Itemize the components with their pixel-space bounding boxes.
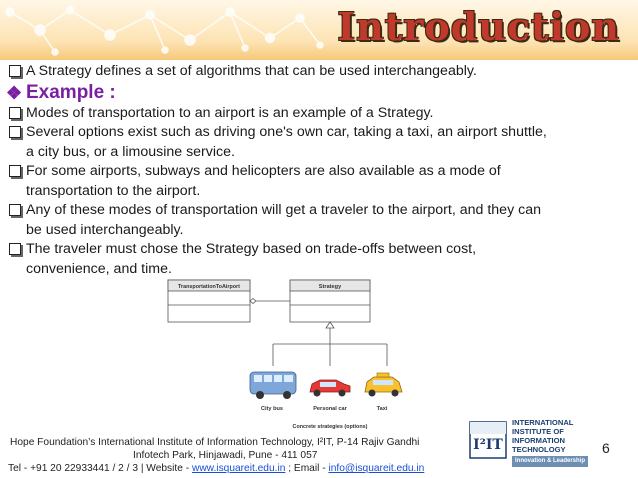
bullet-item [6, 62, 632, 82]
checkbox-bullet-icon [6, 240, 26, 260]
email-link[interactable]: info@isquareit.edu.in [328, 463, 425, 474]
bullet-text: A Strategy defines a set of algorithms that can be used interchangeably. [26, 63, 477, 79]
inheritance-arrow-icon [326, 322, 334, 328]
checkbox-bullet-icon [6, 201, 26, 221]
checkbox-bullet-icon [6, 123, 26, 143]
logo-tagline: Innovation & Leadership [512, 456, 588, 467]
checkbox-bullet-icon [6, 162, 26, 182]
footer-tel: Tel - +91 20 22933441 / 2 / 3 | Website - [8, 463, 192, 474]
vehicle-label-taxi: Taxi [376, 406, 388, 412]
footer-address-line1: Hope Foundation’s International Institute of Information Technology, I²IT, P-14 Rajiv Gandhi [10, 437, 420, 448]
bullet-item [6, 104, 632, 124]
i2it-logo-mark-icon [468, 420, 508, 460]
header-band [0, 0, 638, 60]
checkbox-bullet-icon [6, 104, 26, 124]
bullet-text: Modes of transportation to an airport is an example of a Strategy. [26, 104, 434, 121]
vehicle-label-bus: City bus [260, 406, 284, 412]
class-box-transportation [168, 280, 250, 322]
class-right-name: Strategy [318, 284, 342, 290]
bullet-text: Several options exist such as driving one's own car, taking a taxi, an airport shuttle, [26, 124, 547, 140]
class-left-name: TransportationToAirport [178, 284, 240, 290]
bullet-text: The traveler must chose the Strategy based on trade-offs between cost, [26, 241, 477, 257]
bullet-text: Any of these modes of transportation will get a traveler to the airport, and they can [26, 202, 541, 218]
bullet-item [6, 162, 632, 201]
uml-diagram [160, 278, 460, 438]
taxi-icon [365, 373, 402, 397]
bullet-text-cont: transportation to the airport. [26, 182, 201, 199]
page-title: Introduction [337, 4, 620, 49]
logo-institute-name: INTERNATIONAL INSTITUTE OF INFORMATION TECHNOLOGY [512, 418, 574, 454]
checkbox-bullet-icon [6, 62, 26, 82]
car-icon [310, 380, 350, 397]
vehicle-label-car: Personal car [313, 406, 347, 412]
example-heading [6, 82, 632, 104]
class-box-strategy [290, 280, 370, 322]
aggregation-diamond-icon [250, 299, 256, 304]
bullet-item [6, 123, 632, 162]
page-number: 6 [602, 440, 610, 456]
concrete-strategies-label: Concrete strategies (options) [292, 424, 368, 430]
diamond-bullet-icon: ❖ [6, 82, 23, 103]
bullet-text-cont: convenience, and time. [26, 260, 172, 277]
slide-content [6, 62, 632, 279]
bullet-text-cont: be used interchangeably. [26, 221, 184, 238]
footer-contact-line [8, 463, 424, 474]
i2it-logo [468, 418, 588, 474]
bullet-item [6, 201, 632, 240]
example-label: Example : [26, 81, 116, 103]
bus-icon [250, 372, 296, 399]
website-link[interactable]: www.isquareit.edu.in [191, 463, 286, 474]
footer-email-label: ; Email - [285, 463, 329, 474]
bullet-item [6, 240, 632, 279]
bullet-text-cont: a city bus, or a limousine service. [26, 143, 235, 160]
bullet-text: For some airports, subways and helicopters are also available as a mode of [26, 163, 501, 179]
svg-text:I²IT: I²IT [473, 437, 503, 453]
footer-address-line2: Infotech Park, Hinjawadi, Pune - 411 057 [133, 450, 318, 461]
